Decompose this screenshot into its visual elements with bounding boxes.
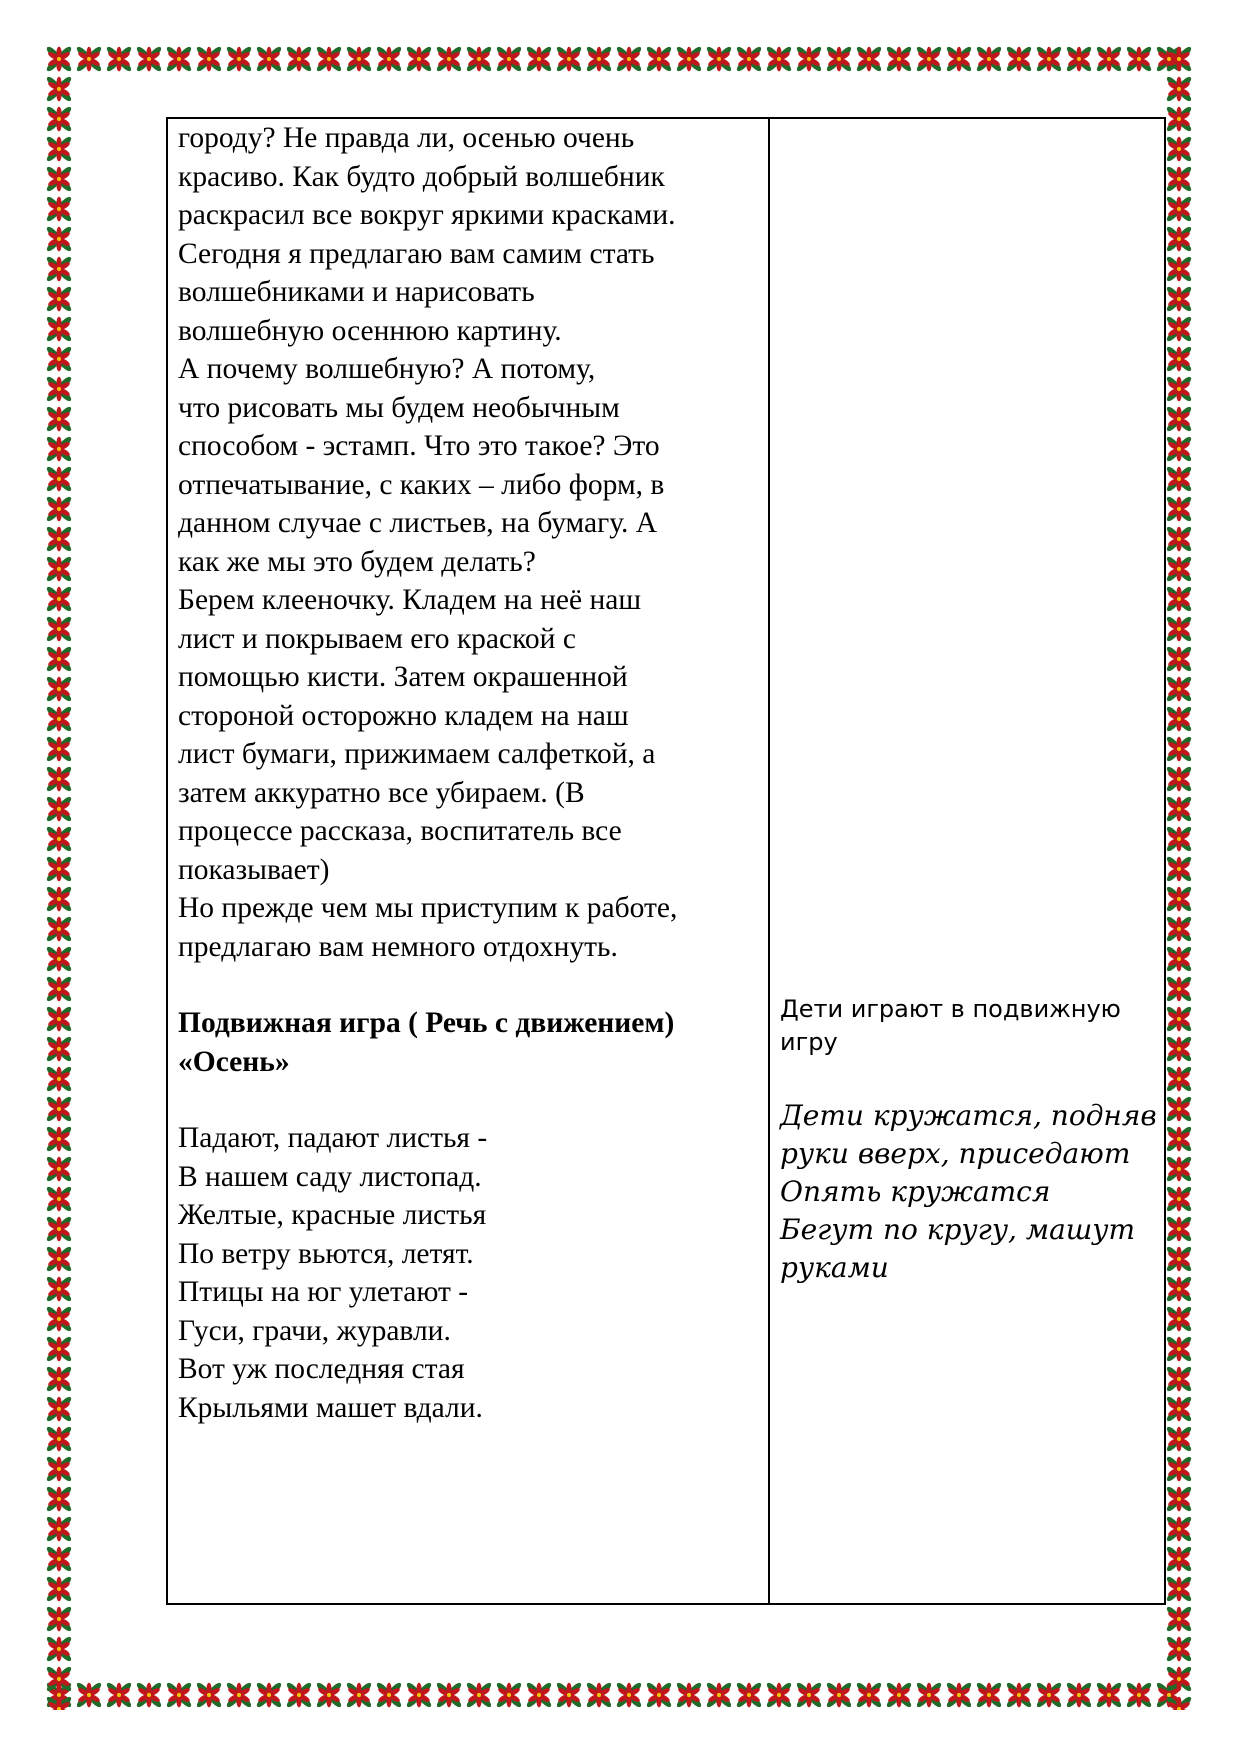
poinsettia-icon <box>1095 1681 1123 1709</box>
poinsettia-icon <box>1165 645 1193 673</box>
poinsettia-icon <box>45 915 73 943</box>
poinsettia-icon <box>45 825 73 853</box>
poinsettia-icon <box>435 45 463 73</box>
poinsettia-icon <box>945 1681 973 1709</box>
poinsettia-icon <box>345 45 373 73</box>
poinsettia-icon <box>1165 795 1193 823</box>
poinsettia-icon <box>1165 1035 1193 1063</box>
game-title <box>178 1004 763 1081</box>
poinsettia-icon <box>975 45 1003 73</box>
movement-instructions <box>780 1097 1157 1287</box>
poinsettia-border-left <box>44 44 74 1710</box>
poinsettia-icon <box>1165 1365 1193 1393</box>
poinsettia-icon <box>45 1365 73 1393</box>
text-line: городу? Не правда ли, осенью очень <box>178 122 635 154</box>
poinsettia-icon <box>45 345 73 373</box>
poinsettia-icon <box>1165 1005 1193 1033</box>
poinsettia-icon <box>45 885 73 913</box>
text-line: раскрасил все вокруг яркими красками. <box>178 199 676 231</box>
poinsettia-icon <box>75 1681 103 1709</box>
text-line: лист бумаги, прижимаем салфеткой, а <box>178 738 656 770</box>
action-line: Дети кружатся, подняв <box>780 1099 1157 1132</box>
poinsettia-icon <box>1005 1681 1033 1709</box>
text-line: стороной осторожно кладем на наш <box>178 699 629 732</box>
poinsettia-icon <box>615 1681 643 1709</box>
poem-line: Вот уж последняя стая <box>178 1353 465 1385</box>
poinsettia-icon <box>45 1545 73 1573</box>
lesson-table <box>166 117 1166 1605</box>
action-line: Опять кружатся <box>780 1175 1051 1208</box>
text-line: данном случае с листьев, на бумагу. А <box>178 507 658 539</box>
poinsettia-icon <box>45 315 73 343</box>
poinsettia-border-top <box>44 44 1194 74</box>
action-line: руками <box>780 1251 889 1284</box>
poinsettia-icon <box>945 45 973 73</box>
poinsettia-icon <box>735 45 763 73</box>
poinsettia-icon <box>1165 1665 1193 1693</box>
poinsettia-icon <box>45 135 73 163</box>
poinsettia-icon <box>525 45 553 73</box>
poinsettia-icon <box>315 1681 343 1709</box>
text-line: волшебниками и нарисовать <box>178 276 535 308</box>
poinsettia-icon <box>795 45 823 73</box>
poinsettia-icon <box>915 1681 943 1709</box>
text-line: что рисовать мы будем необычным <box>178 391 620 424</box>
poinsettia-icon <box>1165 1305 1193 1333</box>
poinsettia-icon <box>1165 225 1193 253</box>
text-line: Сегодня я предлагаю вам самим стать <box>178 237 655 270</box>
action-line: руки вверх, приседают <box>780 1137 1131 1170</box>
poinsettia-icon <box>1165 435 1193 463</box>
poinsettia-icon <box>1065 1681 1093 1709</box>
poinsettia-icon <box>225 1681 253 1709</box>
text-line: Берем клееночку. Кладем на неё наш <box>178 584 642 616</box>
poem-line: В нашем саду листопад. <box>178 1160 482 1193</box>
poinsettia-icon <box>45 225 73 253</box>
poinsettia-icon <box>1165 555 1193 583</box>
poinsettia-icon <box>1165 375 1193 403</box>
poinsettia-icon <box>45 765 73 793</box>
text-line: показывает) <box>178 853 330 886</box>
poinsettia-icon <box>1165 585 1193 613</box>
game-title-line: Подвижная игра ( Речь с движением) <box>178 1007 675 1039</box>
poem-line: По ветру вьются, летят. <box>178 1237 474 1270</box>
poinsettia-icon <box>45 435 73 463</box>
poinsettia-icon <box>1125 1681 1153 1709</box>
poinsettia-icon <box>45 1515 73 1543</box>
poinsettia-icon <box>45 105 73 133</box>
poinsettia-icon <box>195 1681 223 1709</box>
poinsettia-icon <box>1165 675 1193 703</box>
poinsettia-icon <box>45 735 73 763</box>
poinsettia-icon <box>1035 45 1063 73</box>
poinsettia-icon <box>1165 1095 1193 1123</box>
poinsettia-icon <box>855 45 883 73</box>
poinsettia-icon <box>405 1681 433 1709</box>
text-line: затем аккуратно все убираем. (В <box>178 776 585 809</box>
poinsettia-icon <box>165 1681 193 1709</box>
action-line: Бегут по кругу, машут <box>780 1213 1136 1246</box>
poinsettia-icon <box>1165 165 1193 193</box>
poinsettia-icon <box>1165 1335 1193 1363</box>
poinsettia-icon <box>1125 45 1153 73</box>
poinsettia-icon <box>1165 1575 1193 1603</box>
poinsettia-border-right <box>1164 44 1194 1710</box>
poinsettia-icon <box>45 1125 73 1153</box>
poinsettia-icon <box>495 45 523 73</box>
poinsettia-icon <box>45 465 73 493</box>
poinsettia-icon <box>45 1035 73 1063</box>
poinsettia-icon <box>45 195 73 223</box>
poinsettia-icon <box>45 255 73 283</box>
poinsettia-icon <box>45 495 73 523</box>
poinsettia-icon <box>45 1245 73 1273</box>
poinsettia-icon <box>1165 405 1193 433</box>
poinsettia-icon <box>45 1065 73 1093</box>
poinsettia-icon <box>105 1681 133 1709</box>
poinsettia-icon <box>705 1681 733 1709</box>
poinsettia-icon <box>1165 255 1193 283</box>
poinsettia-icon <box>585 1681 613 1709</box>
poinsettia-icon <box>45 705 73 733</box>
poinsettia-icon <box>45 1455 73 1483</box>
poinsettia-icon <box>1165 1185 1193 1213</box>
poinsettia-border-bottom <box>44 1680 1194 1710</box>
poinsettia-icon <box>1165 1125 1193 1153</box>
poinsettia-icon <box>645 45 673 73</box>
poinsettia-icon <box>555 1681 583 1709</box>
poinsettia-icon <box>45 1155 73 1183</box>
poinsettia-icon <box>1165 1485 1193 1513</box>
poinsettia-icon <box>1165 975 1193 1003</box>
poinsettia-icon <box>915 45 943 73</box>
poinsettia-icon <box>45 1695 73 1710</box>
poinsettia-icon <box>345 1681 373 1709</box>
poinsettia-icon <box>825 1681 853 1709</box>
spacer <box>178 966 763 1004</box>
poinsettia-icon <box>1165 465 1193 493</box>
poem-line: Желтые, красные листья <box>178 1199 487 1231</box>
poinsettia-icon <box>45 645 73 673</box>
text-line: А почему волшебную? А потому, <box>178 353 596 385</box>
poinsettia-icon <box>1165 1275 1193 1303</box>
poinsettia-icon <box>1165 135 1193 163</box>
poinsettia-icon <box>1165 945 1193 973</box>
poinsettia-icon <box>1165 915 1193 943</box>
poinsettia-icon <box>1165 315 1193 343</box>
poinsettia-icon <box>45 1635 73 1663</box>
poinsettia-icon <box>675 1681 703 1709</box>
poinsettia-icon <box>765 1681 793 1709</box>
poinsettia-icon <box>45 795 73 823</box>
poinsettia-icon <box>1165 765 1193 793</box>
poem-line: Крыльями машет вдали. <box>178 1391 483 1424</box>
spacer <box>178 1081 763 1119</box>
poinsettia-icon <box>1005 45 1033 73</box>
intro-text <box>178 119 763 966</box>
poinsettia-icon <box>45 375 73 403</box>
poem-line: Падают, падают листья - <box>178 1122 488 1154</box>
poinsettia-icon <box>885 45 913 73</box>
poinsettia-icon <box>1165 825 1193 853</box>
poinsettia-icon <box>255 1681 283 1709</box>
poinsettia-icon <box>45 1185 73 1213</box>
poinsettia-icon <box>195 45 223 73</box>
poinsettia-icon <box>45 945 73 973</box>
poinsettia-icon <box>1165 285 1193 313</box>
poinsettia-icon <box>375 45 403 73</box>
poinsettia-icon <box>1165 105 1193 133</box>
note-line: игру <box>780 1028 838 1056</box>
poinsettia-icon <box>1165 345 1193 373</box>
poinsettia-icon <box>45 1575 73 1603</box>
poinsettia-icon <box>135 1681 163 1709</box>
poinsettia-icon <box>45 1605 73 1633</box>
poinsettia-icon <box>285 1681 313 1709</box>
poinsettia-icon <box>45 855 73 883</box>
poinsettia-icon <box>735 1681 763 1709</box>
poinsettia-icon <box>585 45 613 73</box>
poinsettia-icon <box>555 45 583 73</box>
poinsettia-icon <box>225 45 253 73</box>
poinsettia-icon <box>45 1005 73 1033</box>
poinsettia-icon <box>45 1305 73 1333</box>
poinsettia-icon <box>1165 705 1193 733</box>
poinsettia-icon <box>1095 45 1123 73</box>
poinsettia-icon <box>75 45 103 73</box>
poinsettia-icon <box>45 1275 73 1303</box>
poinsettia-icon <box>45 1425 73 1453</box>
poinsettia-icon <box>1165 1455 1193 1483</box>
poinsettia-icon <box>1165 735 1193 763</box>
game-title-name: «Осень» <box>178 1045 290 1078</box>
poinsettia-icon <box>375 1681 403 1709</box>
text-line: помощью кисти. Затем окрашенной <box>178 661 628 693</box>
poem-line: Птицы на юг улетают - <box>178 1276 469 1308</box>
poinsettia-icon <box>45 1335 73 1363</box>
poinsettia-icon <box>1165 525 1193 553</box>
poinsettia-icon <box>885 1681 913 1709</box>
poinsettia-icon <box>285 45 313 73</box>
poinsettia-icon <box>45 1095 73 1123</box>
poinsettia-icon <box>315 45 343 73</box>
poinsettia-icon <box>435 1681 463 1709</box>
poinsettia-icon <box>645 1681 673 1709</box>
poinsettia-icon <box>705 45 733 73</box>
poinsettia-icon <box>1165 1695 1193 1710</box>
poinsettia-icon <box>45 75 73 103</box>
poinsettia-icon <box>45 975 73 1003</box>
poinsettia-icon <box>1165 1635 1193 1663</box>
poinsettia-icon <box>45 45 73 73</box>
poinsettia-icon <box>1165 1155 1193 1183</box>
poinsettia-icon <box>1165 615 1193 643</box>
poinsettia-icon <box>1165 1425 1193 1453</box>
poinsettia-icon <box>1165 195 1193 223</box>
text-line: волшебную осеннюю картину. <box>178 314 562 347</box>
poinsettia-icon <box>825 45 853 73</box>
poinsettia-icon <box>45 1485 73 1513</box>
poinsettia-icon <box>1165 1605 1193 1633</box>
poinsettia-icon <box>45 165 73 193</box>
poinsettia-icon <box>1165 1395 1193 1423</box>
text-line: процессе рассказа, воспитатель все <box>178 815 622 847</box>
poinsettia-icon <box>165 45 193 73</box>
poinsettia-icon <box>45 615 73 643</box>
poinsettia-icon <box>255 45 283 73</box>
poinsettia-icon <box>45 585 73 613</box>
poinsettia-icon <box>45 1215 73 1243</box>
poinsettia-icon <box>1165 45 1193 73</box>
text-line: предлагаю вам немного отдохнуть. <box>178 930 618 963</box>
poinsettia-icon <box>465 45 493 73</box>
poinsettia-icon <box>45 1665 73 1693</box>
poinsettia-icon <box>1165 1065 1193 1093</box>
text-line: красиво. Как будто добрый волшебник <box>178 160 665 193</box>
poinsettia-icon <box>135 45 163 73</box>
poinsettia-icon <box>975 1681 1003 1709</box>
poinsettia-icon <box>1165 1515 1193 1543</box>
poinsettia-icon <box>495 1681 523 1709</box>
poinsettia-icon <box>1165 1245 1193 1273</box>
note-line: Дети играют в подвижную <box>780 995 1121 1023</box>
poinsettia-icon <box>1035 1681 1063 1709</box>
poinsettia-icon <box>615 45 643 73</box>
text-line: отпечатывание, с каких – либо форм, в <box>178 468 665 501</box>
poinsettia-icon <box>45 285 73 313</box>
poinsettia-icon <box>525 1681 553 1709</box>
poinsettia-icon <box>1165 885 1193 913</box>
poinsettia-icon <box>405 45 433 73</box>
poinsettia-icon <box>45 405 73 433</box>
poinsettia-icon <box>855 1681 883 1709</box>
poinsettia-icon <box>1165 1215 1193 1243</box>
poinsettia-icon <box>1165 855 1193 883</box>
poem-line: Гуси, грачи, журавли. <box>178 1314 451 1347</box>
poinsettia-icon <box>1165 495 1193 523</box>
poinsettia-icon <box>1165 75 1193 103</box>
column-divider <box>768 119 770 1603</box>
poinsettia-icon <box>105 45 133 73</box>
text-line: как же мы это будем делать? <box>178 545 536 578</box>
text-line: Но прежде чем мы приступим к работе, <box>178 892 678 924</box>
poinsettia-icon <box>675 45 703 73</box>
poinsettia-icon <box>765 45 793 73</box>
text-line: лист и покрываем его краской с <box>178 622 576 655</box>
poinsettia-icon <box>45 525 73 553</box>
poinsettia-icon <box>465 1681 493 1709</box>
text-line: способом - эстамп. Что это такое? Это <box>178 430 660 462</box>
poem <box>178 1119 763 1427</box>
teacher-column <box>178 119 763 1427</box>
poinsettia-icon <box>45 675 73 703</box>
poinsettia-icon <box>45 1395 73 1423</box>
poinsettia-icon <box>1065 45 1093 73</box>
poinsettia-icon <box>795 1681 823 1709</box>
children-activity-note <box>780 993 1121 1059</box>
poinsettia-icon <box>45 555 73 583</box>
poinsettia-icon <box>1165 1545 1193 1573</box>
